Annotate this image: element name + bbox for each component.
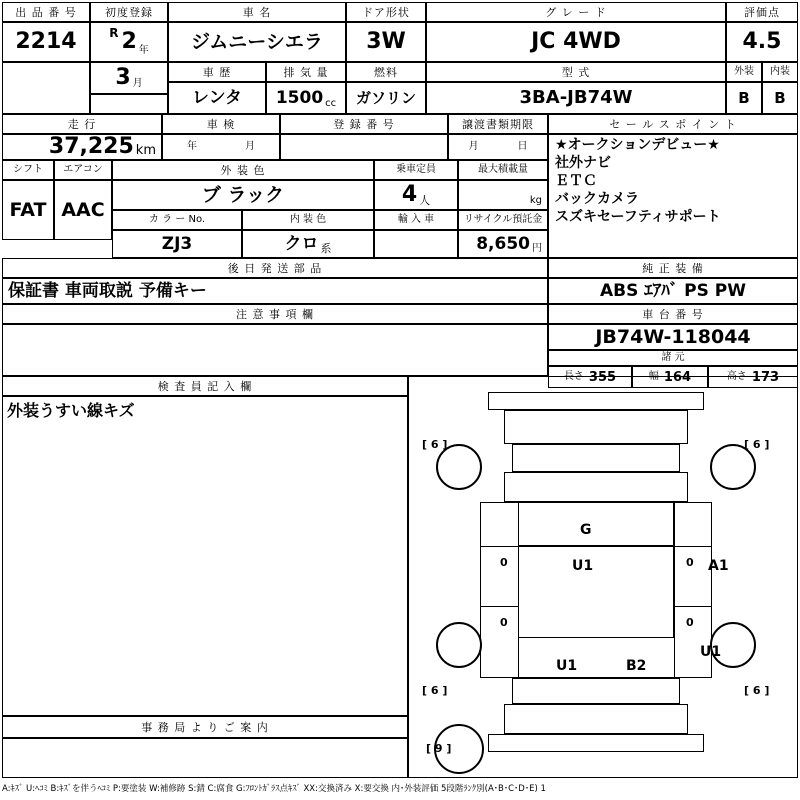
shift-label: シフト [2,160,54,180]
damage-mark: 0 [686,556,694,569]
front-bumper [488,392,704,410]
history-value: レンタ [168,82,266,114]
inspection-value [162,134,280,160]
damage-mark: U1 [572,558,594,574]
first-reg-era: R [109,26,119,40]
exterior-grade-value: B [726,82,762,114]
ac-label: エアコン [54,160,112,180]
model-code-value: 3BA-JB74W [426,82,726,114]
interior-grade-label: 内装 [762,62,798,82]
office-body [2,738,408,778]
first-reg-month-cell [90,62,168,94]
car-name-value: ジムニーシエラ [168,22,346,62]
transfer-label: 譲渡書類期限 [448,114,548,134]
length-value: 355 [588,369,617,385]
shift-value: FAT [2,180,54,240]
blank-cell-left [2,62,90,114]
displacement-value [266,82,346,114]
equipment-label: 純 正 装 備 [548,258,798,278]
legend-footnote: A:ｷｽﾞ U:ﾍｺﾐ B:ｷｽﾞを伴うﾍｺﾐ P:要塗装 W:補修跡 S:錆 C:腐食 G:ﾌﾛﾝﾄｶﾞﾗｽ点ｷｽﾞ XX:交換済み X:要交換 内･外装評価 5段階ﾗﾝｸ別(A･B･C･D･E) 1 [2,784,546,794]
right-door-split-1 [674,546,712,547]
damage-mark: [ 6 ] [422,684,448,697]
width-label: 幅 [648,371,659,382]
exterior-grade-label: 外装 [726,62,762,82]
damage-mark: U1 [700,644,722,660]
sales-point-line: バックカメラ [555,191,639,207]
wheel-rear-left [436,622,482,668]
damage-mark: 0 [500,556,508,569]
inspector-body: 外装うすい線キズ [2,396,408,716]
notes-body [2,324,548,376]
model-code-label: 型 式 [426,62,726,82]
recycle-value [458,230,548,258]
reg-no-label: 登 録 番 号 [280,114,448,134]
displacement-number: 1500 [275,87,324,108]
door-label: ドア形状 [346,2,426,22]
mileage-value [2,134,162,160]
roof [504,472,688,502]
mileage-number: 37,225 [48,134,134,159]
interior-color-value [242,230,374,258]
dimensions-label: 諸 元 [548,350,798,366]
inspection-label: 車 検 [162,114,280,134]
height-label: 高さ [726,371,747,382]
score-label: 評価点 [726,2,798,22]
displacement-label: 排 気 量 [266,62,346,82]
warranty-value: 保証書 車両取説 予備キー [2,278,548,304]
chassis-value: JB74W-118044 [548,324,798,350]
interior-grade-value: B [762,82,798,114]
transfer-month-unit: 月 [468,141,479,152]
recycle-number: 8,650 [476,233,530,254]
max-load-value [458,180,548,210]
import-value [374,230,458,258]
reg-no-value [280,134,448,160]
sales-point-label: セ ー ル ス ポ イ ン ト [548,114,798,134]
equipment-value: ABS ｴｱﾊﾞ PS PW [548,278,798,304]
grade-value: JC 4WD [426,22,726,62]
first-reg-blank [90,94,168,114]
lot-no-label: 出 品 番 号 [2,2,90,22]
exterior-color-label: 外 装 色 [112,160,374,180]
later-ship-label: 後 日 発 送 部 品 [2,258,548,278]
displacement-unit: cc [325,98,337,109]
damage-mark: U1 [556,658,578,674]
first-reg-value [90,22,168,62]
center-panel-2 [518,546,674,638]
transfer-value [448,134,548,160]
fuel-value: ガソリン [346,82,426,114]
rear-panel [504,704,688,734]
interior-color-unit: 系 [320,242,332,255]
score-value: 4.5 [726,22,798,62]
windshield [512,444,680,472]
first-reg-month: 3 [115,65,131,90]
ac-value: AAC [54,180,112,240]
office-label: 事 務 局 よ り ご 案 内 [2,716,408,738]
exterior-color-value: ブ ラック [112,180,374,210]
chassis-label: 車 台 番 号 [548,304,798,324]
interior-color-number: クロ [284,233,319,254]
damage-mark: [ 6 ] [422,438,448,451]
height-value: 173 [751,369,780,385]
interior-color-label: 内 装 色 [242,210,374,230]
color-no-value: ZJ3 [112,230,242,258]
first-reg-year-unit: 年 [138,45,149,56]
damage-mark: [ 6 ] [744,684,770,697]
damage-mark: 0 [686,616,694,629]
right-door-split-2 [674,606,712,607]
damage-mark: [ 6 ] [744,438,770,451]
right-door-divider [674,502,675,678]
recycle-unit: 円 [532,243,542,254]
center-roof-panel [518,502,674,546]
capacity-value [374,180,458,210]
rear-glass [512,678,680,704]
damage-mark: G [580,522,592,538]
first-reg-month-unit: 月 [132,78,143,89]
sales-point-line: 社外ナビ [555,155,611,171]
sales-point-line: ＥＴＣ [555,173,597,189]
grade-label: グ レ ー ド [426,2,726,22]
door-value: 3W [346,22,426,62]
inspection-month-unit: 月 [245,141,255,152]
sales-point-line: ★オークションデビュー★ [555,137,720,153]
import-label: 輸 入 車 [374,210,458,230]
car-name-label: 車 名 [168,2,346,22]
notes-label: 注 意 事 項 欄 [2,304,548,324]
left-door-split-2 [480,606,518,607]
damage-mark: A1 [708,558,729,574]
sales-point-line: スズキセーフティサポート [555,209,721,225]
history-label: 車 歴 [168,62,266,82]
mileage-unit: km [135,143,156,158]
length-label: 長さ [563,371,584,382]
capacity-unit: 人 [419,194,431,207]
max-load-unit: kg [529,195,542,206]
color-no-label: カ ラ ー No. [112,210,242,230]
sales-point-body [548,134,798,258]
rear-bumper [488,734,704,752]
max-load-label: 最大積載量 [458,160,548,180]
transfer-day-unit: 日 [517,141,528,152]
inspector-label: 検 査 員 記 入 欄 [2,376,408,396]
left-door-split-1 [480,546,518,547]
width-value: 164 [663,369,692,385]
recycle-label: リサイクル預託金 [458,210,548,230]
first-reg-label: 初度登録 [90,2,168,22]
capacity-number: 4 [401,182,418,207]
inspection-year-unit: 年 [187,141,197,152]
first-reg-year: 2 [121,29,137,54]
mileage-label: 走 行 [2,114,162,134]
damage-mark: [ 9 ] [426,742,452,755]
damage-mark: 0 [500,616,508,629]
fuel-label: 燃料 [346,62,426,82]
vehicle-diagram [408,376,798,778]
damage-mark: B2 [626,658,647,674]
lot-no-value: 2214 [2,22,90,62]
hood [504,410,688,444]
capacity-label: 乗車定員 [374,160,458,180]
